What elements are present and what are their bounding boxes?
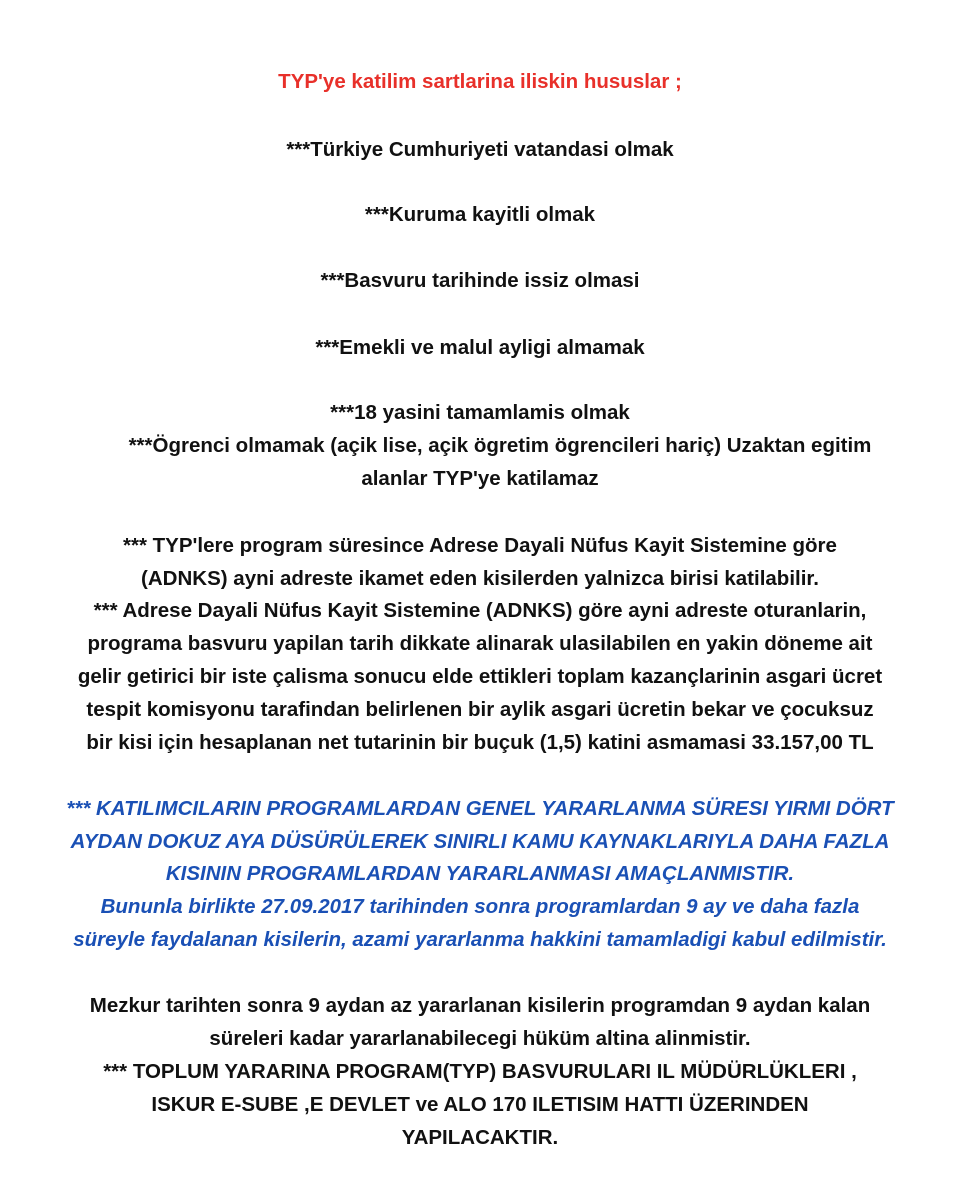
rule-line: *** TYP'lere program süresince Adrese Dayali Nüfus Kayit Sistemine göre [123, 534, 837, 557]
rule-line: gelir getirici bir iste çalisma sonucu elde ettikleri toplam kazançlarinin asgari ücret [77, 665, 883, 688]
notice-line: süreyle faydalanan kisilerin, azami yararlanma hakkini tamamladigi kabul edilmistir. [73, 928, 887, 951]
requirement-item: ***Türkiye Cumhuriyeti vatandasi olmak [286, 138, 674, 161]
notice-line: YAPILACAKTIR. [401, 1126, 559, 1149]
requirement-item: ***Basvuru tarihinde issiz olmasi [320, 269, 640, 292]
notice-line: Bununla birlikte 27.09.2017 tarihinden sonra programlardan 9 ay ve daha fazla [100, 895, 860, 918]
notice-line: *** TOPLUM YARARINA PROGRAM(TYP) BASVURULARI IL MÜDÜRLÜKLERI , [103, 1060, 857, 1083]
notice-line: AYDAN DOKUZ AYA DÜSÜRÜLEREK SINIRLI KAMU KAYNAKLARIYLA DAHA FAZLA [70, 830, 890, 853]
notice-line: KISININ PROGRAMLARDAN YARARLANMASI AMAÇLANMISTIR. [165, 862, 795, 885]
requirement-item: ***18 yasini tamamlamis olmak [330, 401, 630, 424]
requirement-item: ***Emekli ve malul ayligi almamak [315, 336, 645, 359]
document-title: TYP'ye katilim sartlarina iliskin hususlar ; [278, 70, 682, 93]
rule-line: programa basvuru yapilan tarih dikkate alinarak ulasilabilen en yakin döneme ait [87, 632, 873, 655]
rule-line: süreleri kadar yararlanabilecegi hüküm altina alinmistir. [209, 1027, 751, 1050]
rule-line: (ADNKS) ayni adreste ikamet eden kisilerden yalnizca birisi katilabilir. [141, 567, 819, 590]
rule-line: *** Adrese Dayali Nüfus Kayit Sistemine (ADNKS) göre ayni adreste oturanlarin, [93, 599, 867, 622]
rule-line: alanlar TYP'ye katilamaz [361, 467, 599, 490]
rule-line: tespit komisyonu tarafindan belirlenen bir aylik asgari ücretin bekar ve çocuksuz [86, 698, 874, 721]
notice-line: *** KATILIMCILARIN PROGRAMLARDAN GENEL YARARLANMA SÜRESI YIRMI DÖRT [66, 797, 894, 820]
rule-line: ***Ögrenci olmamak (açik lise, açik ögretim ögrencileri hariç) Uzaktan egitim [128, 434, 872, 457]
rule-line: bir kisi için hesaplanan net tutarinin bir buçuk (1,5) katini asmamasi 33.157,00 TL [86, 731, 874, 754]
notice-line: ISKUR E-SUBE ,E DEVLET ve ALO 170 ILETISIM HATTI ÜZERINDEN [151, 1093, 809, 1116]
requirement-item: ***Kuruma kayitli olmak [364, 203, 596, 226]
rule-line: Mezkur tarihten sonra 9 aydan az yararlanan kisilerin programdan 9 aydan kalan [89, 994, 871, 1017]
